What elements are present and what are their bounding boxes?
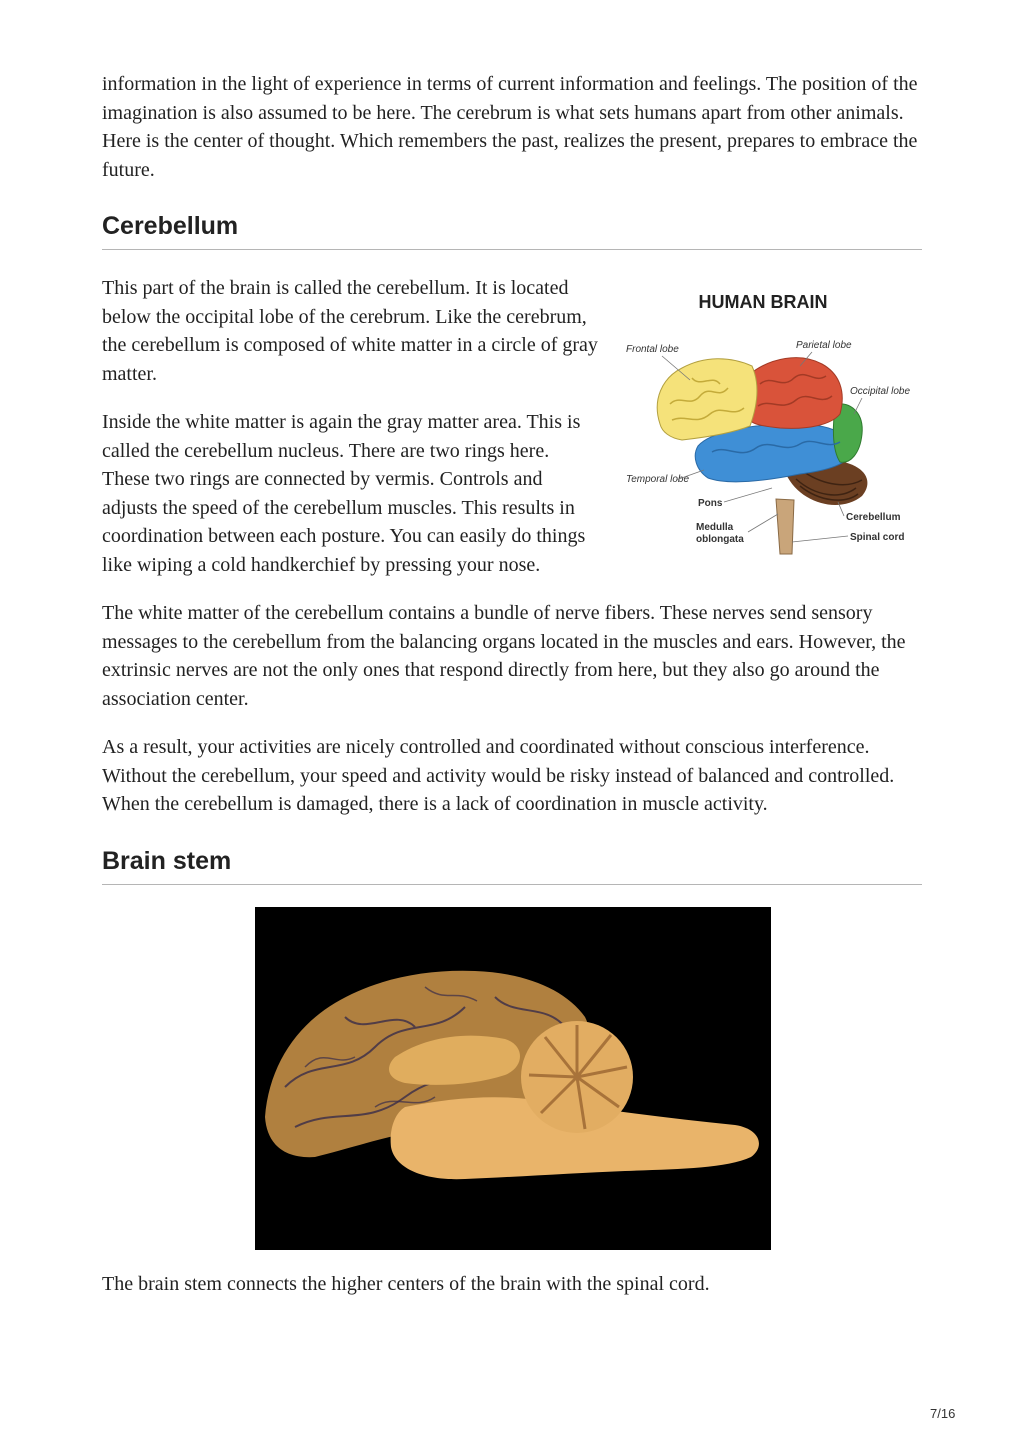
human-brain-figure: [600, 274, 922, 599]
medulla-label-line1: Medulla: [696, 522, 734, 533]
intro-paragraph: information in the light of experience in terms of current information and feelings. The position of the imagination is also assumed to be here. The cerebrum is what sets humans apart from other animals. Here is the center of thought. Which remembers the past, realizes the present, prepares to embrace the future.: [102, 73, 918, 181]
medulla-label-line2: oblongata: [696, 534, 744, 545]
brain-stem-heading: Brain stem: [102, 847, 922, 885]
cerebellum-label: Cerebellum: [846, 512, 901, 523]
frontal-lobe-shape: [657, 359, 757, 440]
spinal-cord-shape: [776, 499, 794, 554]
cerebellum-intro-text: [102, 274, 600, 599]
brain-section-photo: [255, 907, 771, 1250]
temporal-lobe-label: Temporal lobe: [626, 474, 690, 485]
cerebellum-paragraph-4: As a result, your activities are nicely controlled and coordinated without conscious interference. Without the cerebellum, your speed and activity would be risky instead of balanced and controlled. When the cerebellum is damaged, there is a lack of coordination in muscle activity.: [102, 736, 895, 815]
cerebellum-intro-block: [102, 274, 922, 599]
document-page: [102, 70, 922, 1318]
brain-diagram-title: HUMAN BRAIN: [698, 292, 828, 312]
parietal-lobe-shape: [743, 358, 843, 429]
occipital-lobe-label: Occipital lobe: [850, 386, 911, 397]
cerebellum-heading: Cerebellum: [102, 212, 922, 250]
human-brain-diagram: [600, 274, 922, 574]
page-number: 7/16: [930, 1406, 956, 1421]
parietal-lobe-label: Parietal lobe: [796, 340, 852, 351]
spinal-cord-label: Spinal cord: [850, 532, 905, 543]
brain-stem-paragraph: The brain stem connects the higher centers of the brain with the spinal cord.: [102, 1272, 710, 1295]
pons-label: Pons: [698, 498, 723, 509]
cerebellum-paragraph-2: Inside the white matter is again the gray matter area. This is called the cerebellum nucleus. There are two rings here. These two rings are connected by vermis. Controls and adjusts the speed of the cerebellum muscles. This results in coordination between each posture. You can easily do things like wiping a cold handkerchief by pressing your nose.: [102, 411, 586, 576]
frontal-lobe-label: Frontal lobe: [626, 344, 679, 355]
brain-section-image: [255, 907, 771, 1250]
cerebellum-paragraph-3: The white matter of the cerebellum contains a bundle of nerve fibers. These nerves send sensory messages to the cerebellum from the balancing organs located in the muscles and ears. However, the extrinsic nerves are not the only ones that respond directly from here, but they also go around the association center.: [102, 602, 906, 710]
cerebellum-paragraph-1: This part of the brain is called the cerebellum. It is located below the occipital lobe of the cerebrum. Like the cerebrum, the cerebellum is composed of white matter in a circle of gray matter.: [102, 277, 598, 385]
